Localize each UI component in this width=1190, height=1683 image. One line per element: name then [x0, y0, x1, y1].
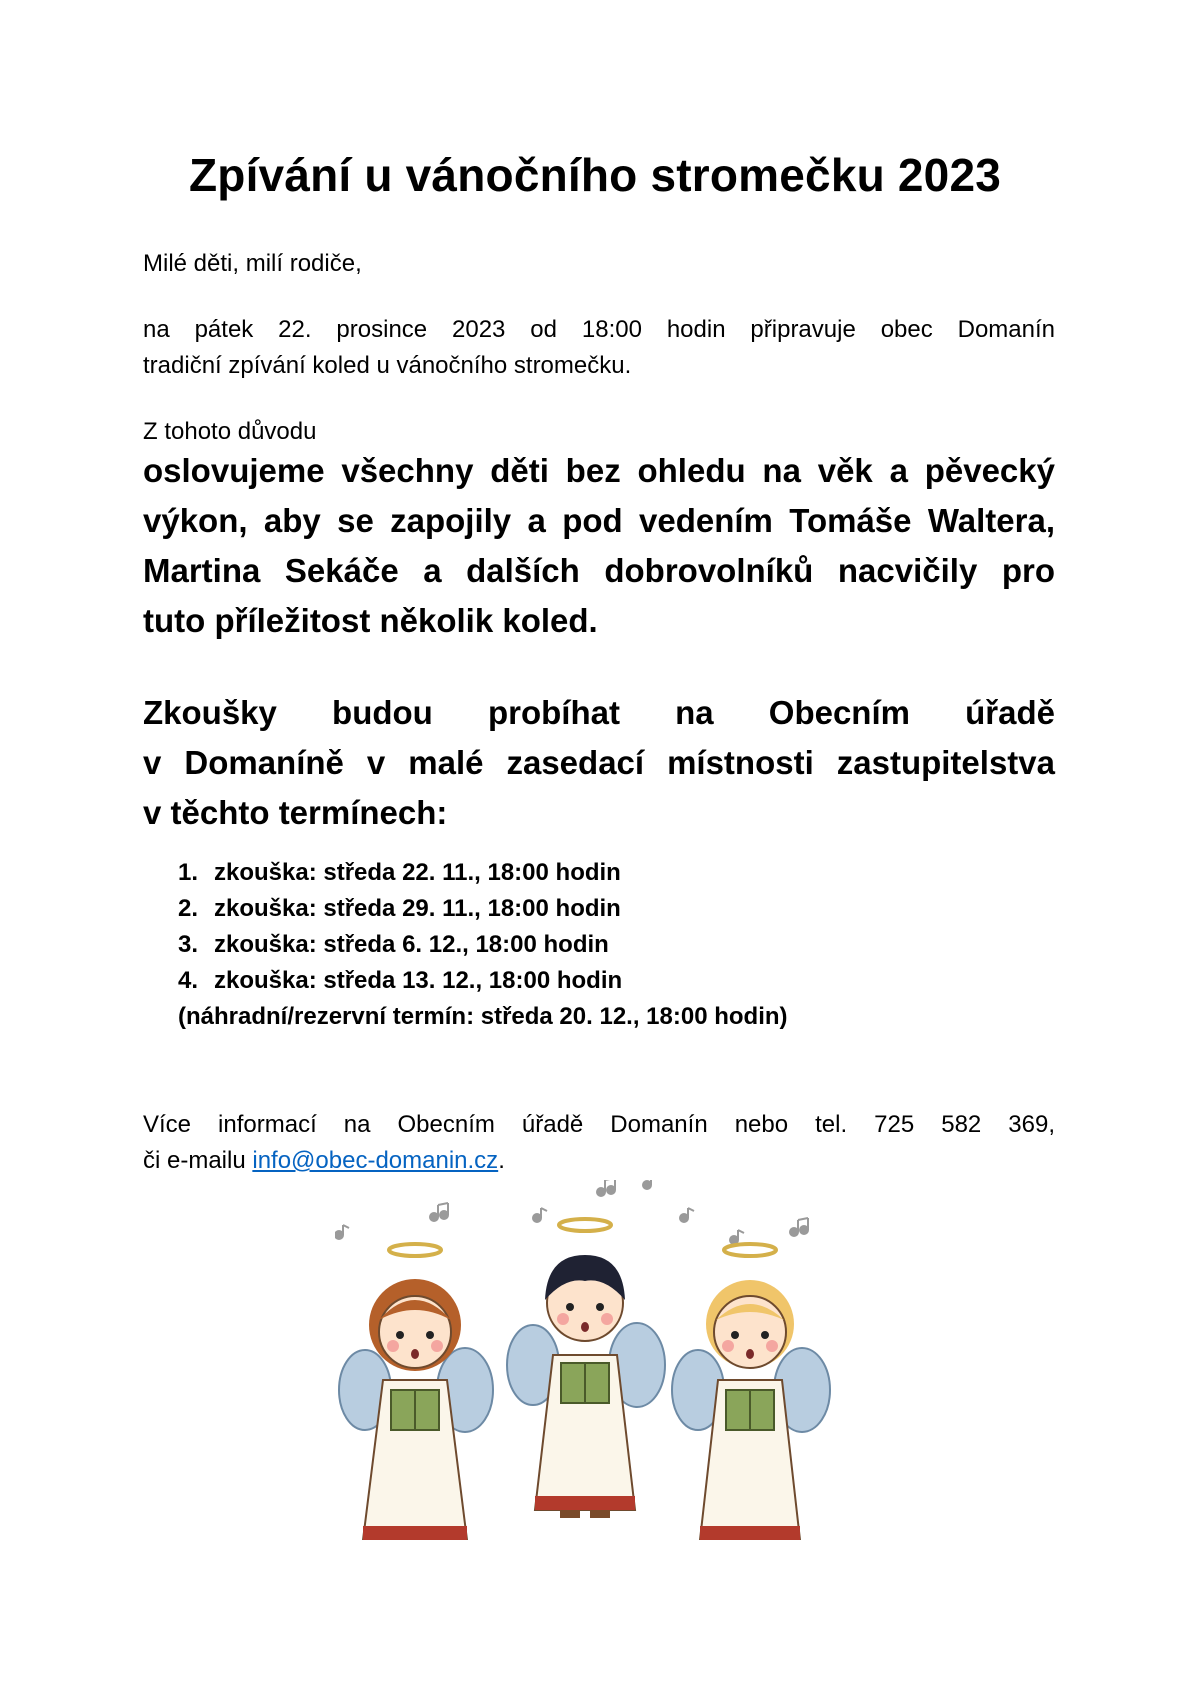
appeal-line-4: tuto příležitost několik koled. — [143, 602, 598, 639]
rehearsal-heading-line-2: v Domaníně v malé zasedací místnosti zastupitelstva — [143, 744, 1055, 781]
list-item — [178, 891, 1038, 927]
music-note-icon — [335, 1180, 808, 1244]
rehearsal-list — [178, 855, 1038, 1035]
list-text: zkouška: středa 13. 12., 18:00 hodin — [214, 967, 623, 994]
list-text: zkouška: středa 29. 11., 18:00 hodin — [214, 895, 621, 922]
list-number: 2. — [178, 895, 199, 922]
list-number: 4. — [178, 967, 199, 994]
contact-suffix: . — [498, 1147, 505, 1174]
angels-illustration — [335, 1180, 855, 1540]
appeal-line-2: výkon, aby se zapojily a pod vedením Tomáše Waltera, — [143, 502, 1055, 539]
list-text: zkouška: středa 6. 12., 18:00 hodin — [214, 931, 609, 958]
list-number: 1. — [178, 859, 199, 886]
reserve-date — [178, 999, 1038, 1035]
intro-line-1: na pátek 22. prosince 2023 od 18:00 hodin připravuje obec Domanín — [143, 316, 1055, 343]
list-item — [178, 927, 1038, 963]
angel-blond — [672, 1244, 830, 1540]
reason-text: Z tohoto důvodu — [143, 418, 317, 445]
email-link[interactable]: info@obec-domanin.cz — [252, 1147, 499, 1174]
contact-line-2 — [143, 1143, 1055, 1179]
greeting: Milé děti, milí rodiče, — [143, 250, 362, 277]
contact-line-1: Více informací na Obecním úřadě Domanín nebo tel. 725 582 369, — [143, 1111, 1055, 1138]
contact-prefix: či e-mailu — [143, 1147, 253, 1174]
rehearsal-heading-line-1: Zkoušky budou probíhat na Obecním úřadě — [143, 694, 1055, 731]
angel-boy — [507, 1219, 665, 1518]
rehearsal-heading-line-3: v těchto termínech: — [143, 794, 448, 831]
list-text: zkouška: středa 22. 11., 18:00 hodin — [214, 859, 621, 886]
reserve-text: (náhradní/rezervní termín: středa 20. 12., 18:00 hodin) — [178, 1003, 788, 1030]
list-item — [178, 963, 1038, 999]
page-title: Zpívání u vánočního stromečku 2023 — [188, 149, 1002, 201]
intro-line-2: tradiční zpívání koled u vánočního stromečku. — [143, 352, 632, 379]
list-item — [178, 855, 1038, 891]
appeal-line-1: oslovujeme všechny děti bez ohledu na věk a pěvecký — [143, 452, 1055, 489]
list-number: 3. — [178, 931, 199, 958]
angel-girl — [339, 1244, 493, 1540]
appeal-line-3: Martina Sekáče a dalších dobrovolníků nacvičily pro — [143, 552, 1055, 589]
